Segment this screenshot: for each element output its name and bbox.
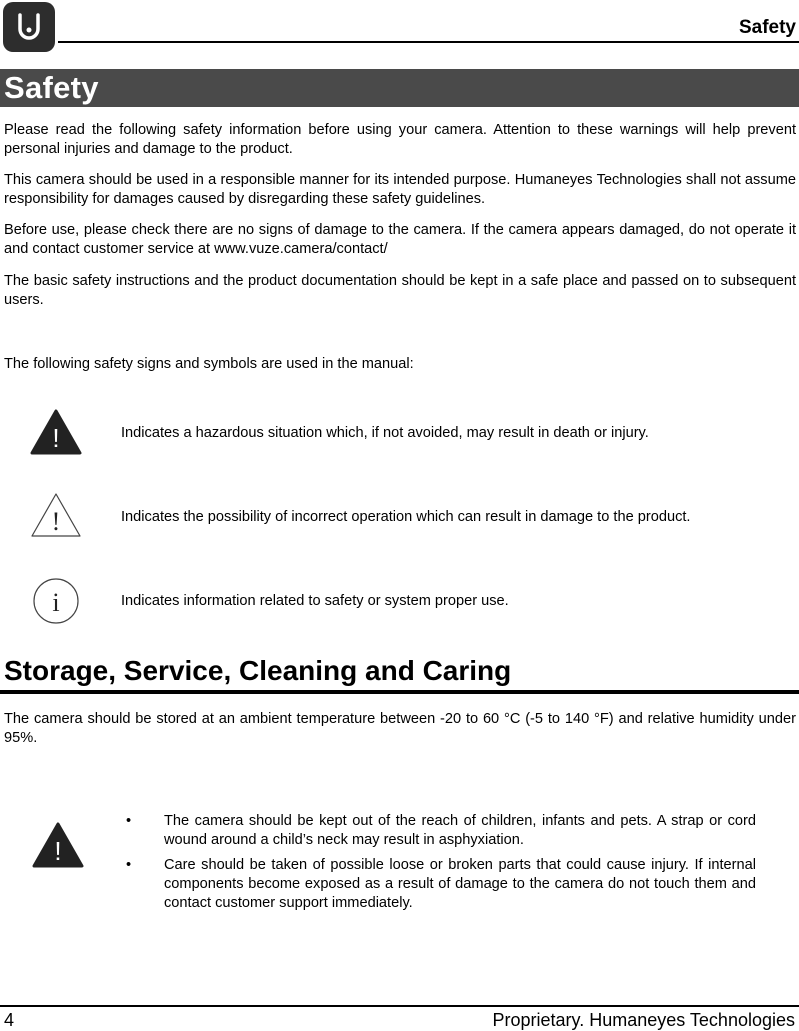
svg-text:!: ! (54, 836, 62, 866)
storage-warning-list (126, 812, 756, 919)
warning-filled-icon (31, 820, 85, 870)
page-header-title: Safety (738, 17, 796, 38)
damage-check-paragraph: Before use, please check there are no signs of damage to the camera. If the camera appears damaged, do not operate it and contact customer service at www.vuze.camera/contact/ (4, 222, 796, 257)
svg-text:!: ! (51, 507, 61, 536)
footer-rule (0, 1005, 799, 1007)
intro-paragraph: Please read the following safety information before using your camera. Attention to these warnings will help prevent personal injuries and damage to the product. (4, 122, 796, 157)
svg-text:i: i (52, 588, 60, 617)
header-rule (58, 41, 799, 43)
section-heading-safety: Safety (4, 70, 99, 105)
section-heading-storage: Storage, Service, Cleaning and Caring (4, 655, 512, 686)
list-item-text: Care should be taken of possible loose or broken parts that could cause injury. If internal components become exposed as a result of damage to the camera do not touch them and contact customer support immediately. (164, 857, 756, 911)
bullet-marker: • (126, 857, 132, 873)
svg-text:!: ! (52, 423, 60, 453)
list-item (126, 856, 756, 913)
storage-paragraph: The camera should be stored at an ambient temperature between -20 to 60 °C (-5 to 140 °F) and relative humidity under 95%. (4, 711, 796, 746)
footer-owner: Proprietary. Humaneyes Technologies (492, 1010, 795, 1030)
warning-filled-icon (29, 407, 83, 457)
info-circle-icon (31, 577, 81, 627)
documentation-paragraph: The basic safety instructions and the product documentation should be kept in a safe place and passed on to subsequent users. (4, 273, 796, 308)
page-number: 4 (4, 1010, 15, 1030)
sign-description-hazard: Indicates a hazardous situation which, if not avoided, may result in death or injury. (121, 425, 649, 441)
bullet-marker: • (126, 813, 132, 829)
list-item-text: The camera should be kept out of the reach of children, infants and pets. A strap or cord wound around a child’s neck may result in asphyxiation. (164, 813, 756, 848)
sign-description-caution: Indicates the possibility of incorrect operation which can result in damage to the product. (121, 509, 691, 525)
caution-outline-icon (29, 490, 83, 540)
list-item (126, 812, 756, 850)
storage-heading-rule (0, 690, 799, 694)
signs-intro-paragraph: The following safety signs and symbols are used in the manual: (4, 356, 414, 372)
section-banner (0, 69, 799, 107)
vuze-logo-icon (3, 2, 55, 52)
sign-description-info: Indicates information related to safety or system proper use. (121, 593, 509, 609)
responsibility-paragraph: This camera should be used in a responsible manner for its intended purpose. Humaneyes Technologies shall not assume responsibility for damages caused by disregarding these safety guidelines. (4, 172, 796, 207)
